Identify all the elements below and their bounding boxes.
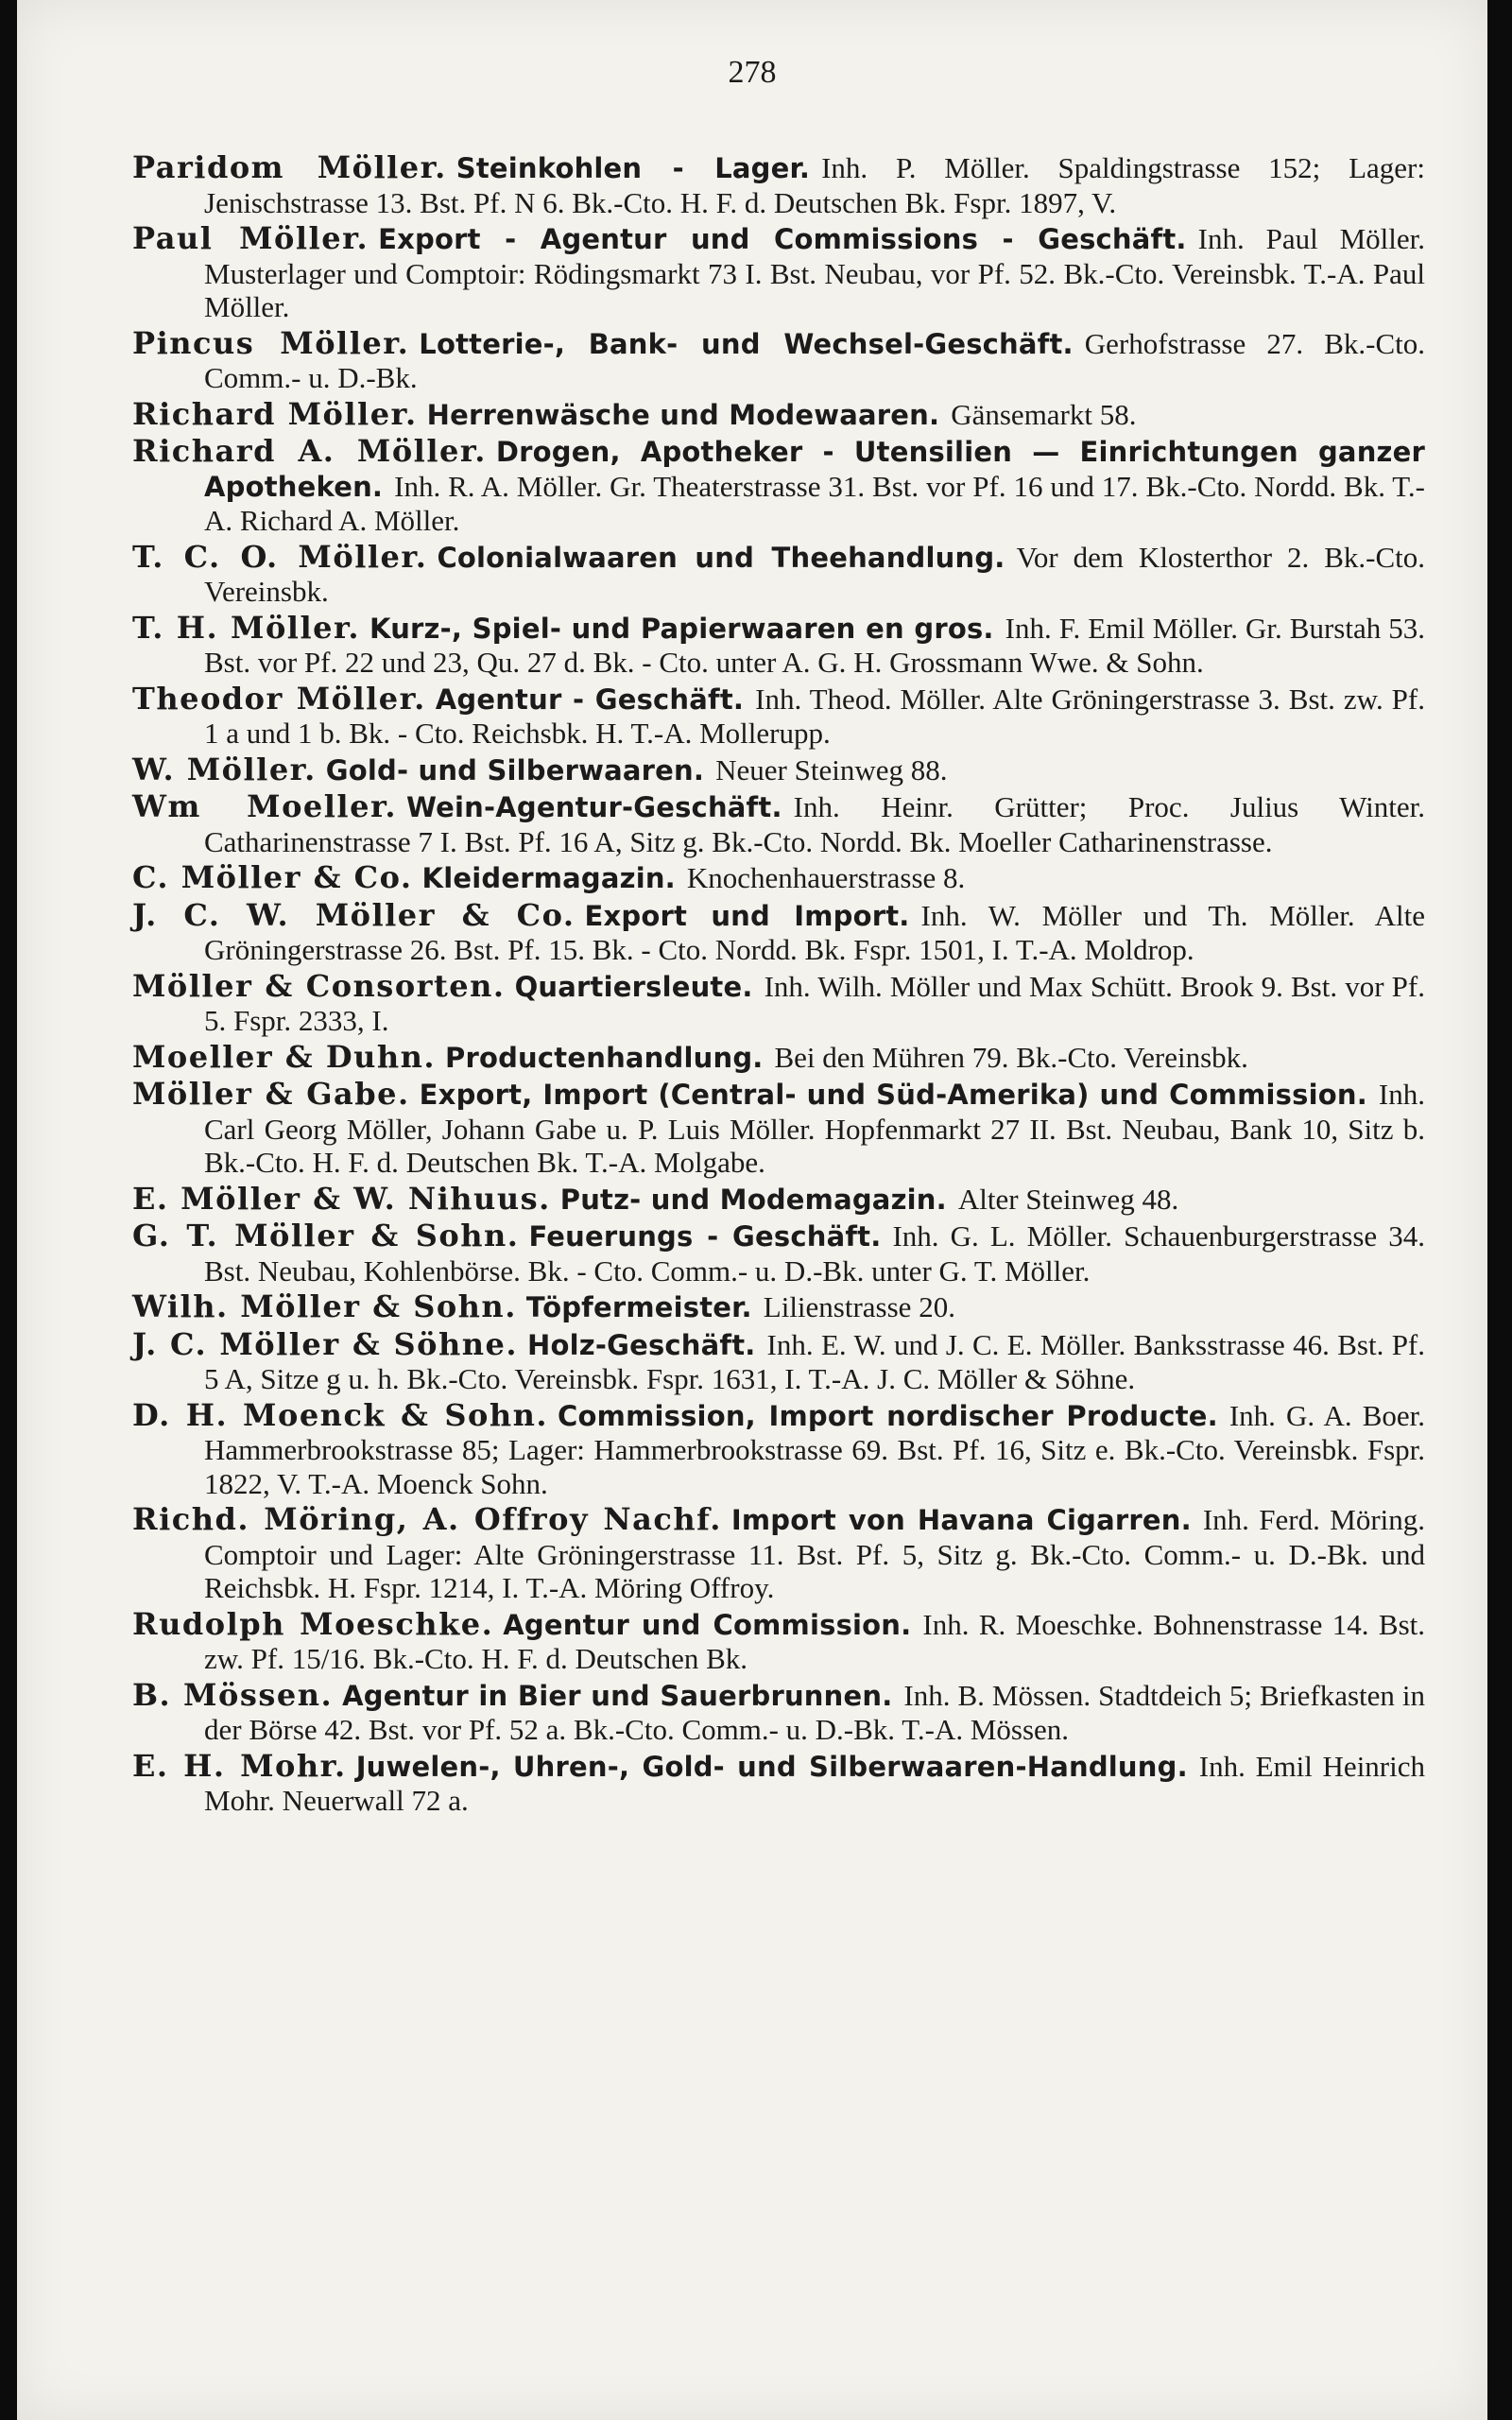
entry-name: E. H. Mohr.: [132, 1747, 347, 1784]
entry-name: Wilh. Möller & Sohn.: [132, 1288, 517, 1324]
entry-trade: Agentur - Geschäft.: [435, 683, 745, 716]
entry-trade: Export und Import.: [584, 899, 910, 932]
directory-entry: [132, 222, 1425, 324]
entry-name: T. C. O. Möller.: [132, 538, 428, 575]
entry-trade: Drogen, Apotheker - Utensilien — Einrichtungen ganzer Apotheken.: [204, 436, 1425, 503]
entry-name: T. H. Möller.: [132, 609, 361, 646]
entry-details: Knochenhauerstrasse 8.: [686, 861, 966, 894]
entry-trade: Kleidermagazin.: [421, 862, 676, 894]
entry-name: Richard A. Möller.: [132, 433, 487, 469]
entry-trade: Putz- und Modemagazin.: [559, 1183, 947, 1216]
directory-entry: [132, 1325, 1426, 1396]
entry-trade: Export, Import (Central- und Süd-Amerika) und Commission.: [419, 1079, 1367, 1111]
entry-trade: Herrenwäsche und Modewaaren.: [426, 398, 940, 431]
directory-entry: [132, 896, 1426, 967]
directory-entry: [132, 538, 1425, 609]
entry-name: E. Möller & W. Nihuus.: [132, 1180, 551, 1217]
entry-details: Neuer Steinweg 88.: [715, 752, 948, 786]
entry-details: Inh. B. Mössen. Stadtdeich 5; Briefkasten in der Börse 42. Bst. vor Pf. 52 a. Bk.-Cto. Comm.- u. D.-Bk. T.-A. Mössen.: [204, 1678, 1425, 1746]
entry-details: Inh. Wilh. Möller und Max Schütt. Brook 9. Bst. vor Pf. 5. Fspr. 2333, I.: [204, 969, 1425, 1037]
directory-entry: [132, 861, 1425, 896]
entry-details: Inh. W. Möller und Th. Möller. Alte Gröningerstrasse 26. Bst. Pf. 15. Bk. - Cto. Nordd. Bk. Fspr. 1501, I. T.-A. Moldrop.: [204, 898, 1426, 966]
entry-name: Möller & Gabe.: [132, 1076, 410, 1112]
directory-entry: [132, 680, 1425, 751]
entry-trade: Lotterie-, Bank- und Wechsel-Geschäft.: [419, 327, 1074, 360]
page-number: 278: [728, 55, 777, 90]
entry-trade: Colonialwaaren und Theehandlung.: [437, 541, 1005, 574]
directory-entry: [132, 1676, 1425, 1747]
entry-name: Moeller & Duhn.: [132, 1038, 437, 1075]
entry-details: Inh. Ferd. Möring. Comptoir und Lager: Alte Gröningerstrasse 11. Bst. Pf. 5, Sitz g. Bk.-Cto. Comm.- u. D.-Bk. und Reichsbk. H. Fspr. 1214, I. T.-A. Möring Offroy.: [204, 1503, 1426, 1604]
directory-entry: [132, 790, 1425, 858]
entry-details: Vor dem Klosterthor 2. Bk.-Cto. Vereinsbk.: [204, 540, 1425, 608]
entry-details: Inh. Paul Möller. Musterlager und Comptoir: Rödingsmarkt 73 I. Bst. Neubau, vor Pf. 52. Bk.-Cto. Vereinsbk. T.-A. Paul Möller.: [204, 222, 1426, 323]
entry-name: G. T. Möller & Sohn.: [132, 1218, 520, 1253]
entry-details: Inh. P. Möller. Spaldingstrasse 152; Lager: Jenischstrasse 13. Bst. Pf. N 6. Bk.-Cto. H. F. d. Deutschen Bk. Fspr. 1897, V.: [204, 151, 1425, 219]
directory-entries: [132, 151, 1425, 1821]
entry-name: J. C. W. Möller & Co.: [132, 896, 576, 933]
entry-name: C. Möller & Co.: [132, 859, 413, 895]
entry-trade: Steinkohlen - Lager.: [455, 152, 811, 184]
directory-entry: [132, 151, 1425, 219]
entry-name: D. H. Moenck & Sohn.: [132, 1396, 549, 1433]
entry-trade: Agentur und Commission.: [503, 1608, 912, 1641]
entry-details: Gerhofstrasse 27. Bk.-Cto. Comm.- u. D.-Bk.: [204, 326, 1426, 394]
entry-trade: Commission, Import nordischer Producte.: [558, 1399, 1218, 1432]
entry-name: W. Möller.: [132, 751, 317, 787]
entry-details: Inh. E. W. und J. C. E. Möller. Banksstrasse 46. Bst. Pf. 5 A, Sitze g u. h. Bk.-Cto. Vereinsbk. Fspr. 1631, I. T.-A. J. C. Möller & Söhne.: [204, 1327, 1426, 1395]
entry-details: Inh. Heinr. Grütter; Proc. Julius Winter. Catharinenstrasse 7 I. Bst. Pf. 16 A, Sitz g. Bk.-Cto. Nordd. Bk. Moeller Catharinenstrasse.: [204, 790, 1426, 858]
entry-details: Inh. F. Emil Möller. Gr. Burstah 53. Bst. vor Pf. 22 und 23, Qu. 27 d. Bk. - Cto. unter A. G. H. Grossmann Wwe. & Sohn.: [204, 611, 1425, 679]
entry-trade: Agentur in Bier und Sauerbrunnen.: [342, 1679, 893, 1712]
entry-trade: Töpfermeister.: [525, 1291, 752, 1323]
entry-name: Wm Moeller.: [132, 788, 398, 824]
entry-name: Richard Möller.: [132, 395, 418, 432]
directory-entry: [132, 395, 1425, 433]
entry-details: Inh. Carl Georg Möller, Johann Gabe u. P. Luis Möller. Hopfenmarkt 27 II. Bst. Neubau, Bank 10, Sitz b. Bk.-Cto. H. F. d. Deutschen Bk. T.-A. Molgabe.: [204, 1078, 1425, 1179]
directory-page: [17, 0, 1487, 2420]
entry-name: Richd. Möring, A. Offroy Nachf.: [132, 1501, 722, 1537]
entry-name: Theodor Möller.: [132, 680, 426, 717]
directory-entry: [132, 1290, 1425, 1325]
directory-entry: [132, 324, 1426, 395]
entry-name: Paridom Möller.: [132, 149, 447, 185]
entry-trade: Feuerungs - Geschäft.: [528, 1220, 882, 1253]
directory-entry: [132, 1396, 1426, 1501]
entry-details: Inh. Theod. Möller. Alte Gröningerstrasse 3. Bst. zw. Pf. 1 a und 1 b. Bk. - Cto. Reichsbk. H. T.-A. Mollerupp.: [204, 682, 1425, 750]
entry-name: Rudolph Moeschke.: [132, 1605, 494, 1642]
directory-entry: [132, 1747, 1426, 1818]
directory-entry: [132, 1605, 1426, 1676]
entry-name: B. Mössen.: [132, 1676, 334, 1713]
directory-entry: [132, 609, 1425, 680]
entry-details: Lilienstrasse 20.: [763, 1290, 955, 1323]
entry-trade: Quartiersleute.: [514, 970, 753, 1003]
entry-trade: Holz-Geschäft.: [527, 1328, 756, 1361]
directory-entry: [132, 1219, 1425, 1288]
entry-details: Gänsemarkt 58.: [951, 397, 1137, 431]
entry-trade: Export - Agentur und Commissions - Geschäft.: [378, 223, 1187, 255]
entry-trade: Wein-Agentur-Geschäft.: [406, 791, 782, 823]
entry-details: Bei den Mühren 79. Bk.-Cto. Vereinsbk.: [774, 1040, 1248, 1074]
entry-details: Inh. Emil Heinrich Mohr. Neuerwall 72 a.: [204, 1749, 1426, 1817]
entry-name: Pincus Möller.: [132, 324, 410, 361]
entry-trade: Gold- und Silberwaaren.: [325, 753, 705, 786]
directory-entry: [132, 1180, 1425, 1218]
directory-entry: [132, 1038, 1425, 1076]
entry-details: Inh. G. L. Möller. Schauenburgerstrasse 34. Bst. Neubau, Kohlenbörse. Bk. - Cto. Comm.- u. D.-Bk. unter G. T. Möller.: [204, 1219, 1426, 1288]
entry-details: Inh. G. A. Boer. Hammerbrookstrasse 85; Lager: Hammerbrookstrasse 69. Bst. Pf. 16, Sitz e. Bk.-Cto. Vereinsbk. Fspr. 1822, V. T.-A. Moenck Sohn.: [204, 1398, 1426, 1500]
entry-trade: Productenhandlung.: [445, 1041, 764, 1074]
entry-name: Paul Möller.: [132, 220, 369, 256]
entry-trade: Import von Havana Cigarren.: [730, 1504, 1192, 1536]
directory-entry: [132, 753, 1425, 788]
directory-entry: [132, 435, 1425, 538]
directory-entry: [132, 1503, 1425, 1605]
entry-details: Alter Steinweg 48.: [957, 1182, 1179, 1216]
directory-entry: [132, 1078, 1425, 1180]
entry-trade: Kurz-, Spiel- und Papierwaaren en gros.: [369, 612, 994, 645]
entry-trade: Juwelen-, Uhren-, Gold- und Silberwaaren-Handlung.: [355, 1750, 1188, 1783]
entry-details: Inh. R. Moeschke. Bohnenstrasse 14. Bst. zw. Pf. 15/16. Bk.-Cto. H. F. d. Deutschen Bk.: [204, 1607, 1426, 1675]
entry-name: Möller & Consorten.: [132, 967, 506, 1004]
entry-name: J. C. Möller & Söhne.: [132, 1325, 519, 1362]
entry-details: Inh. R. A. Möller. Gr. Theaterstrasse 31. Bst. vor Pf. 16 und 17. Bk.-Cto. Nordd. Bk. T.-A. Richard A. Möller.: [204, 469, 1425, 537]
directory-entry: [132, 967, 1425, 1038]
